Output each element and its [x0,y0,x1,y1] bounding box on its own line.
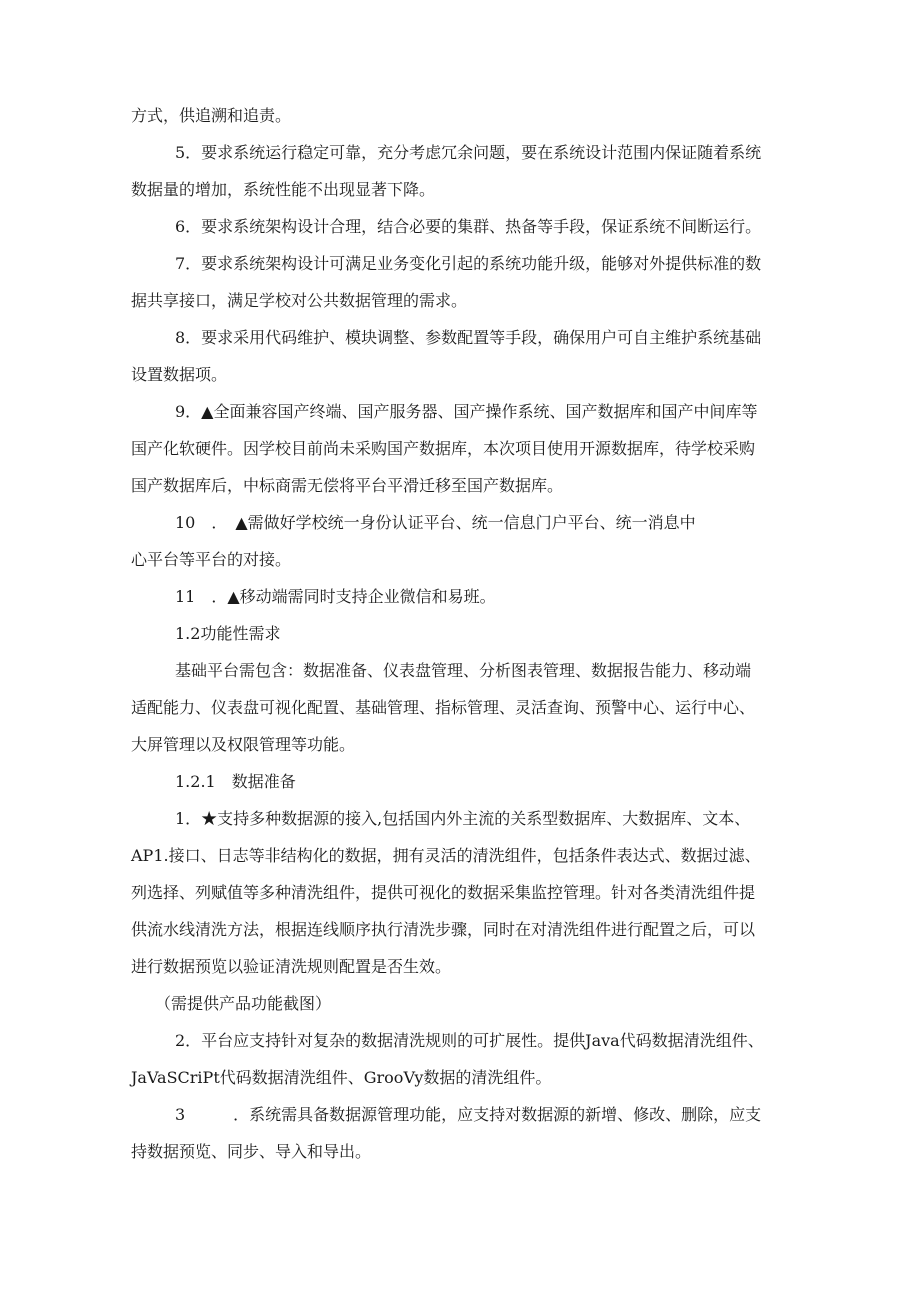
text-line: 7．要求系统架构设计可满足业务变化引起的系统功能升级，能够对外提供标准的数 [175,254,762,273]
text-line: 持数据预览、同步、导入和导出。 [131,1142,372,1161]
text-line: 供流水线清洗方法，根据连线顺序执行清洗步骤，同时在对清洗组件进行配置之后，可以 [131,920,756,939]
text-line: 设置数据项。 [131,365,228,384]
text-line: 国产化软硬件。因学校目前尚未采购国产数据库，本次项目使用开源数据库，待学校采购 [131,439,756,458]
text-line: 国产数据库后，中标商需无偿将平台平滑迁移至国产数据库。 [131,476,564,495]
subsection-heading: 1.2.1 数据准备 [175,772,296,791]
text-line: 10 ． ▲需做好学校统一身份认证平台、统一信息门户平台、统一消息中 [175,513,696,532]
text-line: 5．要求系统运行稳定可靠，充分考虑冗余问题，要在系统设计范围内保证随着系统 [175,143,762,162]
text-line: 9．▲全面兼容国产终端、国产服务器、国产操作系统、国产数据库和国产中间库等 [175,402,758,421]
screenshot-note: （需提供产品功能截图） [155,994,332,1013]
text-line: AP1.接口、日志等非结构化的数据，拥有灵活的清洗组件，包括条件表达式、数据过滤、 [131,846,761,865]
text-line: 适配能力、仪表盘可视化配置、基础管理、指标管理、灵活查询、预警中心、运行中心、 [131,698,756,717]
text-line: 据共享接口，满足学校对公共数据管理的需求。 [131,291,468,310]
text-line: 大屏管理以及权限管理等功能。 [131,735,356,754]
text-line: 11 ．▲移动端需同时支持企业微信和易班。 [175,587,496,606]
text-line: 8．要求采用代码维护、模块调整、参数配置等手段，确保用户可自主维护系统基础 [175,328,762,347]
text-line: 1．★支持多种数据源的接入,包括国内外主流的关系型数据库、大数据库、文本、 [175,809,751,828]
text-line: 3 ．系统需具备数据源管理功能，应支持对数据源的新增、修改、删除，应支 [175,1105,762,1124]
text-line: 心平台等平台的对接。 [131,550,292,569]
text-line: 基础平台需包含：数据准备、仪表盘管理、分析图表管理、数据报告能力、移动端 [175,661,752,680]
text-line: JaVaSCriPt代码数据清洗组件、GrooVy数据的清洗组件。 [131,1068,552,1087]
text-line: 列选择、列赋值等多种清洗组件，提供可视化的数据采集监控管理。针对各类清洗组件提 [131,883,756,902]
text-line: 方式，供追溯和追责。 [131,106,292,125]
text-line: 数据量的增加，系统性能不出现显著下降。 [131,180,436,199]
text-line: 进行数据预览以验证清洗规则配置是否生效。 [131,957,452,976]
text-line: 6．要求系统架构设计合理，结合必要的集群、热备等手段，保证系统不间断运行。 [175,217,762,236]
section-heading: 1.2功能性需求 [175,624,281,643]
text-line: 2．平台应支持针对复杂的数据清洗规则的可扩展性。提供Java代码数据清洗组件、 [175,1031,764,1050]
